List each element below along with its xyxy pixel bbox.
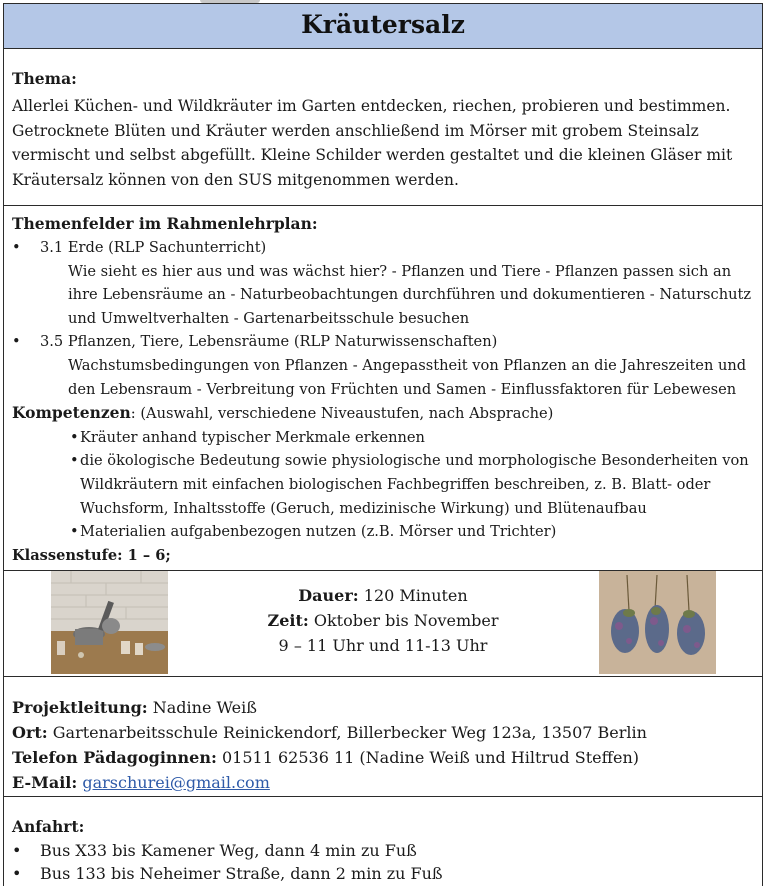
rlp-item-title: 3.1 Erde (RLP Sachunterricht) [40,239,267,256]
zeit-value: Oktober bis November [308,611,499,630]
kompetenz-text: die ökologische Bedeutung sowie physiologische und morphologische Besonderheiten von Wildkräutern mit einfachen biologischen Fachbegriffen beschreiben, z. B. Blatt- oder Wuchsform, Inhaltsstoffe (Geruch, medizinische Wirkung) und Blütenaufbau [80,452,749,517]
thema-text: Allerlei Küchen- und Wildkräuter im Garten entdecken, riechen, probieren und bestimmen. Getrocknete Blüten und Kräuter werden anschließend im Mörser mit grobem Steinsalz vermischt und selbst abgefüllt. Kleine Schilder werden gestaltet und die kleinen Gläser mit Kräutersalz können von den SUS mitgenommen werden. [12,97,733,189]
bullet-icon: • [12,333,21,351]
kompetenz-item [70,520,756,544]
thema-section [4,49,762,206]
ort-value: Gartenarbeitsschule Reinickendorf, Billerbecker Weg 123a, 13507 Berlin [47,723,647,742]
projektleitung-label: Projektleitung: [12,698,148,717]
anfahrt-section [4,797,762,885]
anfahrt-heading: Anfahrt: [12,817,85,836]
document-title: Kräutersalz [4,4,762,49]
rlp-item [12,330,756,401]
bullet-icon: • [70,428,79,446]
rlp-item-desc: Wachstumsbedingungen von Pflanzen - Angepasstheit von Pflanzen an die Jahreszeiten und den Lebensraum - Verbreitung von Früchten und Samen - Einflussfaktoren für Lebewesen [68,356,747,398]
dauer-label: Dauer: [298,586,359,605]
kompetenz-item [70,449,756,520]
projektleitung-line [12,695,754,720]
kompetenzen-list [12,426,756,544]
anfahrt-text: Bus 133 bis Neheimer Straße, dann 2 min zu Fuß [40,864,443,883]
rlp-item-title: 3.5 Pflanzen, Tiere, Lebensräume (RLP Naturwissenschaften) [40,333,498,351]
ort-line [12,720,754,745]
ort-label: Ort: [12,723,48,742]
telefon-label: Telefon Pädagoginnen: [12,748,217,767]
email-label: E-Mail: [12,773,78,792]
telefon-value: 01511 62536 11 (Nadine Weiß und Hiltrud Steffen) [216,748,639,767]
kompetenz-text: Kräuter anhand typischer Merkmale erkennen [80,428,425,446]
zeit-label: Zeit: [267,611,309,630]
dauer-zeit-info [184,583,582,658]
rlp-item [12,236,756,330]
dauer-zeit-section [4,571,762,677]
bullet-icon: • [12,841,22,860]
zeit-line [184,608,582,633]
document-page [3,3,763,886]
uhrzeit-line: 9 – 11 Uhr und 11-13 Uhr [278,636,488,655]
anfahrt-text: Bus X33 bis Kamener Weg, dann 4 min zu Fuß [40,841,417,860]
email-link[interactable]: garschurei@gmail.com [82,773,270,792]
kompetenz-item [70,426,756,450]
bullet-icon: • [12,864,22,883]
dauer-line [184,583,582,608]
bullet-icon: • [70,523,79,541]
kompetenzen-note: : (Auswahl, verschiedene Niveaustufen, nach Absprache) [130,405,554,423]
thema-heading: Thema: [12,69,77,88]
telefon-line [12,745,754,770]
kontakt-section [4,677,762,797]
moerser-photo [51,571,168,674]
dauer-value: 120 Minuten [358,586,468,605]
bullet-icon: • [70,452,79,470]
rlp-item-desc: Wie sieht es hier aus und was wächst hier? - Pflanzen und Tiere - Pflanzen passen sich an ihre Lebensräume an - Naturbeobachtungen durchführen und dokumentieren - Naturschutz und Umweltverhalten - Gartenarbeitsschule besuchen [68,262,752,327]
klassenstufe: Klassenstufe: 1 – 6; [12,546,171,564]
projektleitung-value: Nadine Weiß [147,698,257,717]
rlp-heading: Themenfelder im Rahmenlehrplan: [12,214,318,233]
email-line [12,770,754,795]
rahmenlehrplan-section [4,206,762,571]
anfahrt-item [12,862,754,885]
anfahrt-item [12,839,754,862]
kompetenzen-heading [12,401,756,426]
bullet-icon: • [12,239,21,256]
kompetenz-text: Materialien aufgabenbezogen nutzen (z.B. Mörser und Trichter) [80,523,557,541]
kraeuter-photo [599,571,716,674]
kompetenzen-label: Kompetenzen [12,403,131,423]
